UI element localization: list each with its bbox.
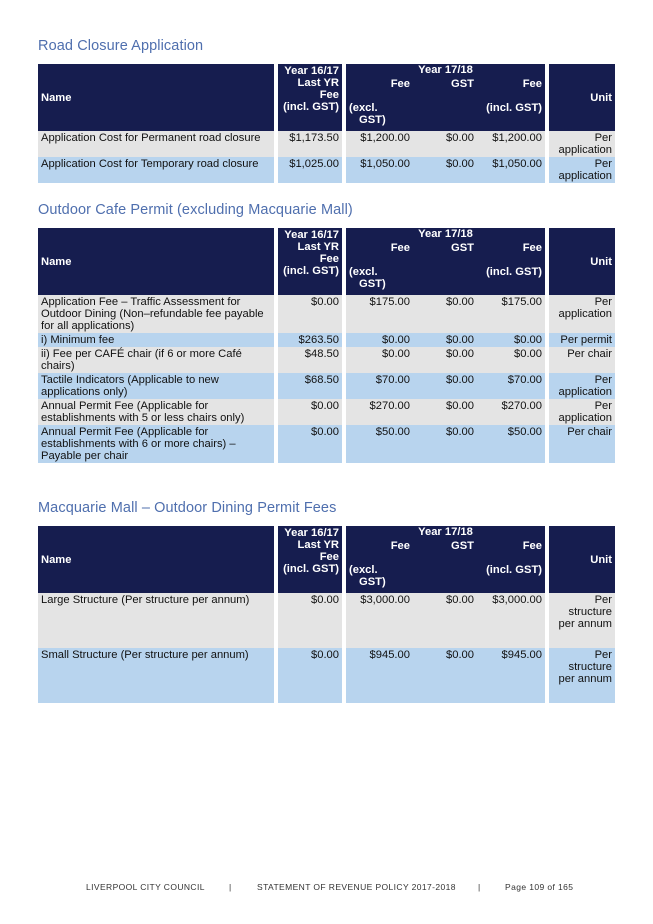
row-fee-incl-gst: $50.00 xyxy=(477,425,545,463)
column-header-gst xyxy=(413,241,477,295)
column-header-unit: Unit xyxy=(549,64,615,131)
header-fee-label: Fee xyxy=(390,540,410,552)
fee-table-macquarie-mall xyxy=(38,526,615,703)
table-row xyxy=(38,347,615,373)
row-last-year-fee: $68.50 xyxy=(278,373,342,399)
header-incl-gst: (incl. GST) xyxy=(486,102,542,114)
header-excl: (excl. xyxy=(349,102,378,114)
row-gst: $0.00 xyxy=(413,295,477,333)
header-fee: Fee xyxy=(319,551,339,563)
row-fee-excl-gst: $70.00 xyxy=(346,373,413,399)
table-row xyxy=(38,373,615,399)
row-fee-incl-gst: $0.00 xyxy=(477,347,545,373)
row-unit: Per permit xyxy=(549,333,615,347)
column-header-last-year-fee xyxy=(278,526,342,593)
column-header-fee-incl-gst xyxy=(477,539,545,593)
header-gst: GST xyxy=(451,242,474,254)
row-unit: Per chair xyxy=(549,347,615,373)
row-unit: Per structure per annum xyxy=(549,648,615,703)
header-gst-close: GST) xyxy=(359,278,386,290)
row-fee-incl-gst: $1,050.00 xyxy=(477,157,545,183)
row-unit: Per application xyxy=(549,131,615,157)
column-header-fee-excl-gst xyxy=(346,77,413,131)
row-last-year-fee: $0.00 xyxy=(278,425,342,463)
row-gst: $0.00 xyxy=(413,131,477,157)
row-name: Application Cost for Temporary road closure xyxy=(38,157,274,183)
row-last-year-fee: $1,173.50 xyxy=(278,131,342,157)
header-fee-label: Fee xyxy=(522,242,542,254)
row-fee-excl-gst: $50.00 xyxy=(346,425,413,463)
header-fee: Fee xyxy=(319,253,339,265)
column-header-fee-incl-gst xyxy=(477,77,545,131)
header-year-16-17: Year 16/17 xyxy=(284,229,339,241)
row-gst: $0.00 xyxy=(413,347,477,373)
row-fee-excl-gst: $1,200.00 xyxy=(346,131,413,157)
header-gst-close: GST) xyxy=(359,576,386,588)
header-year-17-18: Year 17/18 xyxy=(346,64,545,77)
header-gst: GST xyxy=(451,78,474,90)
row-fee-incl-gst: $70.00 xyxy=(477,373,545,399)
row-fee-excl-gst: $3,000.00 xyxy=(346,593,413,648)
row-name: Annual Permit Fee (Applicable for establishments with 5 or less chairs only) xyxy=(38,399,274,425)
row-gst: $0.00 xyxy=(413,399,477,425)
row-unit: Per application xyxy=(549,399,615,425)
column-header-name: Name xyxy=(38,228,274,295)
row-last-year-fee: $48.50 xyxy=(278,347,342,373)
column-header-fee-incl-gst xyxy=(477,241,545,295)
header-year-17-18: Year 17/18 xyxy=(346,526,545,539)
table-row xyxy=(38,157,615,183)
row-fee-excl-gst: $0.00 xyxy=(346,347,413,373)
table-row xyxy=(38,333,615,347)
row-last-year-fee: $0.00 xyxy=(278,648,342,703)
header-fee-label: Fee xyxy=(522,540,542,552)
row-gst: $0.00 xyxy=(413,373,477,399)
column-header-unit: Unit xyxy=(549,526,615,593)
row-fee-incl-gst: $1,200.00 xyxy=(477,131,545,157)
row-name: ii) Fee per CAFÉ chair (if 6 or more Café chairs) xyxy=(38,347,274,373)
row-name: Application Fee – Traffic Assessment for Outdoor Dining (Non–refundable fee payable for all applications) xyxy=(38,295,274,333)
row-gst: $0.00 xyxy=(413,425,477,463)
row-name: Large Structure (Per structure per annum) xyxy=(38,593,274,648)
footer-organisation: LIVERPOOL CITY COUNCIL xyxy=(86,882,205,892)
header-fee-label: Fee xyxy=(390,242,410,254)
header-last-yr: Last YR xyxy=(297,77,339,89)
table-row xyxy=(38,593,615,648)
header-fee-label: Fee xyxy=(390,78,410,90)
column-header-unit: Unit xyxy=(549,228,615,295)
row-unit: Per structure per annum xyxy=(549,593,615,648)
header-incl-gst: (incl. GST) xyxy=(283,563,339,575)
table-row xyxy=(38,425,615,463)
section-title-macquarie-mall: Macquarie Mall – Outdoor Dining Permit Fees xyxy=(38,500,337,516)
footer-separator: | xyxy=(478,882,481,892)
row-fee-excl-gst: $175.00 xyxy=(346,295,413,333)
header-excl: (excl. xyxy=(349,266,378,278)
column-header-gst xyxy=(413,77,477,131)
footer-separator: | xyxy=(229,882,232,892)
header-incl-gst: (incl. GST) xyxy=(486,266,542,278)
fee-table-road-closure xyxy=(38,64,615,183)
table-row xyxy=(38,399,615,425)
column-header-name: Name xyxy=(38,526,274,593)
row-name: i) Minimum fee xyxy=(38,333,274,347)
footer-document-title: STATEMENT OF REVENUE POLICY 2017-2018 xyxy=(257,882,456,892)
section-title-outdoor-cafe: Outdoor Cafe Permit (excluding Macquarie Mall) xyxy=(38,202,353,218)
column-header-fee-excl-gst xyxy=(346,539,413,593)
fee-table-outdoor-cafe xyxy=(38,228,615,463)
row-fee-excl-gst: $1,050.00 xyxy=(346,157,413,183)
row-name: Tactile Indicators (Applicable to new applications only) xyxy=(38,373,274,399)
section-title-road-closure: Road Closure Application xyxy=(38,38,204,54)
row-unit: Per application xyxy=(549,373,615,399)
row-gst: $0.00 xyxy=(413,333,477,347)
row-name: Application Cost for Permanent road closure xyxy=(38,131,274,157)
header-gst: GST xyxy=(451,540,474,552)
header-last-yr: Last YR xyxy=(297,539,339,551)
header-incl-gst: (incl. GST) xyxy=(486,564,542,576)
row-gst: $0.00 xyxy=(413,593,477,648)
header-incl-gst: (incl. GST) xyxy=(283,101,339,113)
row-gst: $0.00 xyxy=(413,648,477,703)
row-unit: Per application xyxy=(549,157,615,183)
table-row xyxy=(38,295,615,333)
row-fee-excl-gst: $0.00 xyxy=(346,333,413,347)
row-unit: Per application xyxy=(549,295,615,333)
row-last-year-fee: $0.00 xyxy=(278,593,342,648)
row-fee-excl-gst: $945.00 xyxy=(346,648,413,703)
footer-page-number: Page 109 of 165 xyxy=(505,882,574,892)
row-fee-incl-gst: $175.00 xyxy=(477,295,545,333)
header-fee-label: Fee xyxy=(522,78,542,90)
header-year-17-18: Year 17/18 xyxy=(346,228,545,241)
header-excl: (excl. xyxy=(349,564,378,576)
column-header-name: Name xyxy=(38,64,274,131)
table-row xyxy=(38,131,615,157)
row-fee-incl-gst: $270.00 xyxy=(477,399,545,425)
header-fee: Fee xyxy=(319,89,339,101)
row-fee-incl-gst: $0.00 xyxy=(477,333,545,347)
row-last-year-fee: $0.00 xyxy=(278,399,342,425)
row-unit: Per chair xyxy=(549,425,615,463)
column-header-gst xyxy=(413,539,477,593)
column-header-last-year-fee xyxy=(278,64,342,131)
row-fee-incl-gst: $3,000.00 xyxy=(477,593,545,648)
header-last-yr: Last YR xyxy=(297,241,339,253)
row-last-year-fee: $263.50 xyxy=(278,333,342,347)
row-name: Small Structure (Per structure per annum) xyxy=(38,648,274,703)
row-last-year-fee: $1,025.00 xyxy=(278,157,342,183)
column-header-last-year-fee xyxy=(278,228,342,295)
row-gst: $0.00 xyxy=(413,157,477,183)
column-header-fee-excl-gst xyxy=(346,241,413,295)
row-name: Annual Permit Fee (Applicable for establishments with 6 or more chairs) – Payable per chair xyxy=(38,425,274,463)
header-year-16-17: Year 16/17 xyxy=(284,527,339,539)
table-row xyxy=(38,648,615,703)
header-gst-close: GST) xyxy=(359,114,386,126)
row-fee-incl-gst: $945.00 xyxy=(477,648,545,703)
row-fee-excl-gst: $270.00 xyxy=(346,399,413,425)
header-incl-gst: (incl. GST) xyxy=(283,265,339,277)
row-last-year-fee: $0.00 xyxy=(278,295,342,333)
header-year-16-17: Year 16/17 xyxy=(284,65,339,77)
